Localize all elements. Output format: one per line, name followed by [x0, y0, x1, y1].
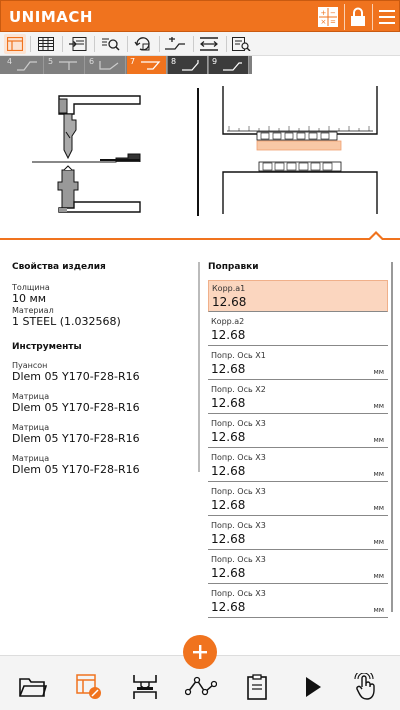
step-item[interactable]: 6 — [86, 56, 126, 74]
clipboard-button[interactable] — [240, 672, 274, 702]
tool-item[interactable]: Матрица Dlem 05 Y170-F28-R16 — [12, 454, 140, 476]
touch-mode-button[interactable] — [350, 672, 384, 702]
rotate-button[interactable] — [132, 34, 154, 54]
svg-text:×: × — [320, 18, 327, 26]
svg-text:=: = — [330, 18, 336, 26]
tool-item[interactable]: Матрица Dlem 05 Y170-F28-R16 — [12, 423, 140, 445]
correction-field-x3[interactable]: Попр. Ось X3 12.68 мм — [208, 416, 388, 448]
folder-icon — [19, 676, 47, 698]
rotate-icon — [134, 36, 152, 52]
bend-shape-icon — [98, 59, 120, 71]
step-item[interactable]: 8 — [168, 56, 208, 74]
open-folder-button[interactable] — [16, 672, 50, 702]
bend-sequence-button[interactable] — [184, 672, 218, 702]
step-item[interactable]: 5 — [45, 56, 85, 74]
table-view-icon — [7, 37, 23, 51]
play-icon — [304, 676, 322, 698]
correction-field-x3[interactable]: Попр. Ось X3 12.68 мм — [208, 586, 388, 618]
part-edit-icon — [76, 674, 102, 700]
bend-steps-bar — [0, 56, 252, 74]
touch-icon — [354, 673, 380, 701]
table-view-button[interactable] — [4, 34, 26, 54]
bend-shape-icon — [16, 59, 38, 71]
bend-shape-icon — [139, 59, 161, 71]
add-bend-button[interactable] — [164, 34, 186, 54]
brand-logo: UNIMACH — [9, 8, 93, 26]
material-label: Материал — [12, 306, 54, 315]
press-view-button[interactable] — [128, 672, 162, 702]
plus-icon — [192, 644, 208, 660]
import-icon — [69, 37, 87, 51]
correction-field-a1[interactable]: Корр.а1 12.68 — [208, 280, 388, 312]
search-list-button[interactable] — [231, 34, 253, 54]
step-item[interactable]: 4 — [4, 56, 44, 74]
corrections-section-title: Поправки — [208, 262, 259, 272]
corrections-panel — [208, 262, 390, 614]
part-edit-button[interactable] — [72, 672, 106, 702]
press-side-view — [0, 74, 190, 234]
svg-text:+: + — [320, 9, 327, 17]
bend-diagram — [0, 74, 400, 240]
correction-field-x1[interactable]: Попр. Ось X1 12.68 мм — [208, 348, 388, 380]
add-button[interactable] — [183, 635, 217, 669]
clipboard-icon — [246, 674, 268, 700]
tool-width-button[interactable] — [198, 34, 220, 54]
grid-icon — [38, 37, 54, 51]
correction-field-x3[interactable]: Попр. Ось X3 12.68 мм — [208, 450, 388, 482]
grid-button[interactable] — [35, 34, 57, 54]
scrollbar[interactable] — [391, 262, 393, 612]
correction-field-x3[interactable]: Попр. Ось X3 12.68 мм — [208, 552, 388, 584]
product-tools-panel — [12, 262, 192, 476]
menu-icon — [379, 10, 395, 24]
bend-sequence-icon — [185, 674, 217, 700]
tool-width-icon — [199, 37, 219, 51]
run-button[interactable] — [296, 672, 330, 702]
panel-divider — [198, 262, 200, 472]
bend-shape-icon — [221, 59, 243, 71]
zoom-list-icon — [102, 37, 120, 51]
lock-icon — [350, 7, 366, 27]
zoom-list-button[interactable] — [100, 34, 122, 54]
bend-shape-icon — [180, 59, 202, 71]
material-value: 1 STEEL (1.032568) — [12, 315, 121, 328]
press-icon — [131, 674, 159, 700]
correction-field-a2[interactable]: Корр.а2 12.68 — [208, 314, 388, 346]
tools-section-title: Инструменты — [12, 342, 82, 352]
product-section-title: Свойства изделия — [12, 262, 106, 272]
thickness-value: 10 мм — [12, 292, 47, 305]
correction-field-x2[interactable]: Попр. Ось X2 12.68 мм — [208, 382, 388, 414]
step-item[interactable]: 9 — [209, 56, 249, 74]
step-item-active[interactable]: 7 — [127, 56, 167, 74]
tool-item[interactable]: Пуансон Dlem 05 Y170-F28-R16 — [12, 361, 140, 383]
thickness-label: Толщина — [12, 283, 50, 292]
correction-field-x3[interactable]: Попр. Ось X3 12.68 мм — [208, 484, 388, 516]
correction-field-x3[interactable]: Попр. Ось X3 12.68 мм — [208, 518, 388, 550]
toolbar — [0, 32, 400, 56]
tool-item[interactable]: Матрица Dlem 05 Y170-F28-R16 — [12, 392, 140, 414]
menu-button[interactable] — [376, 4, 398, 30]
calculator-button[interactable] — [317, 4, 339, 30]
press-front-view — [205, 74, 395, 234]
search-list-icon — [232, 37, 252, 51]
lock-button[interactable] — [347, 4, 369, 30]
import-button[interactable] — [67, 34, 89, 54]
svg-text:−: − — [330, 9, 336, 17]
bend-shape-icon — [57, 59, 79, 71]
app-header — [0, 0, 400, 32]
calculator-icon — [318, 7, 338, 27]
add-bend-icon — [165, 37, 185, 51]
